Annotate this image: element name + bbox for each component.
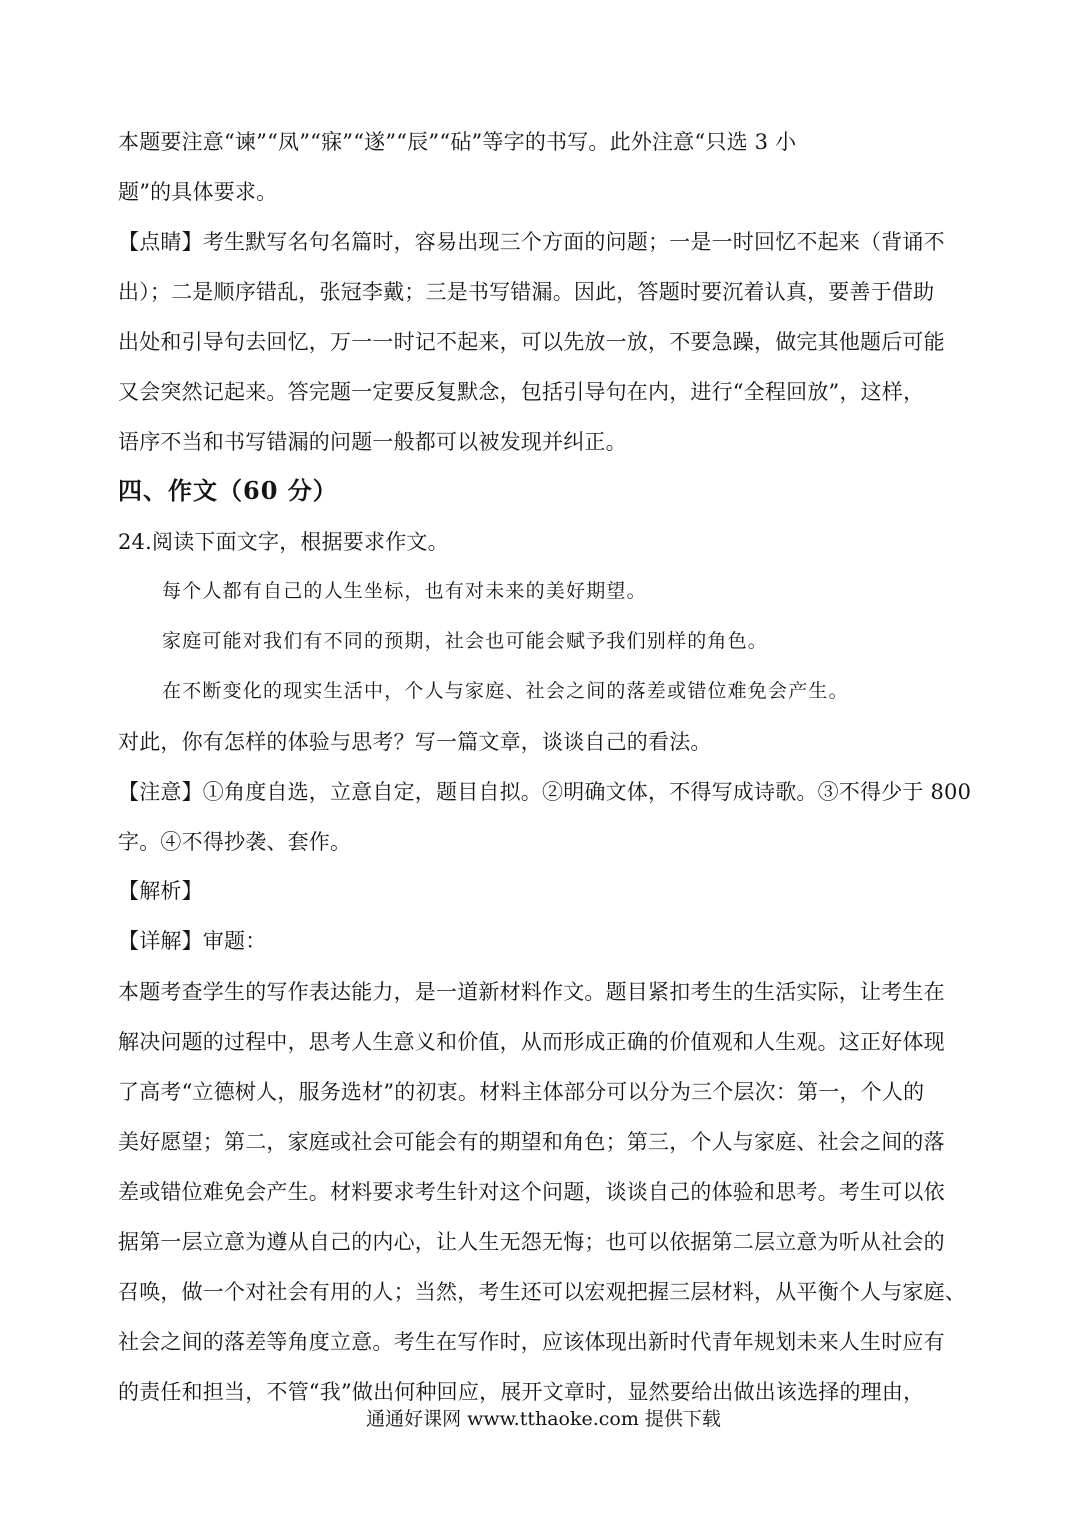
text-line: 的责任和担当，不管“我”做出何种回应，展开文章时，显然要给出做出该选择的理由， — [118, 1380, 925, 1404]
material-line: 家庭可能对我们有不同的预期，社会也可能会赋予我们别样的角色。 — [162, 630, 769, 652]
text-line: 本题考查学生的写作表达能力，是一道新材料作文。题目紧扣考生的生活实际，让考生在 — [118, 980, 945, 1004]
text-line: 出处和引导句去回忆，万一一时记不起来，可以先放一放，不要急躁，做完其他题后可能 — [118, 330, 945, 354]
text-line: 题”的具体要求。 — [118, 180, 278, 204]
text-line: 美好愿望；第二，家庭或社会可能会有的期望和角色；第三，个人与家庭、社会之间的落 — [118, 1130, 945, 1154]
text-line: 字。④不得抄袭、套作。 — [118, 830, 352, 854]
tip-paragraph-line: 【点睛】考生默写名句名篇时，容易出现三个方面的问题；一是一时回忆不起来（背诵不 — [118, 230, 945, 254]
text-line: 据第一层立意为遵从自己的内心，让人生无怨无悔；也可以依据第二层立意为听从社会的 — [118, 1230, 945, 1254]
text-line: 解决问题的过程中，思考人生意义和价值，从而形成正确的价值观和人生观。这正好体现 — [118, 1030, 945, 1054]
text-line: 了高考“立德树人，服务选材”的初衷。材料主体部分可以分为三个层次：第一，个人的 — [118, 1080, 925, 1104]
text-line: 本题要注意“谏”“凤”“寐”“遂”“辰”“砧”等字的书写。此外注意“只选 3 小 — [118, 130, 797, 154]
section-heading: 四、作文（60 分） — [118, 476, 338, 505]
notice-line: 【注意】①角度自选，立意自定，题目自拟。②明确文体，不得写成诗歌。③不得少于 800 — [118, 780, 972, 804]
text-line: 差或错位难免会产生。材料要求考生针对这个问题，谈谈自己的体验和思考。考生可以依 — [118, 1180, 945, 1204]
material-line: 每个人都有自己的人生坐标，也有对未来的美好期望。 — [162, 580, 647, 602]
text-line: 召唤，做一个对社会有用的人；当然，考生还可以宏观把握三层材料，从平衡个人与家庭、 — [118, 1280, 966, 1304]
detail-label: 【详解】审题： — [118, 929, 267, 953]
question-prompt: 24.阅读下面文字，根据要求作文。 — [118, 530, 449, 554]
analysis-label: 【解析】 — [118, 879, 203, 903]
material-line: 在不断变化的现实生活中，个人与家庭、社会之间的落差或错位难免会产生。 — [162, 680, 849, 702]
text-line: 语序不当和书写错漏的问题一般都可以被发现并纠正。 — [118, 430, 627, 454]
page-footer: 通通好课网 www.tthaoke.com 提供下载 — [366, 1408, 721, 1430]
text-line: 出）；二是顺序错乱，张冠李戴；三是书写错漏。因此，答题时要沉着认真，要善于借助 — [118, 280, 935, 304]
text-line: 对此，你有怎样的体验与思考？写一篇文章，谈谈自己的看法。 — [118, 730, 712, 754]
text-line: 又会突然记起来。答完题一定要反复默念，包括引导句在内，进行“全程回放”，这样， — [118, 380, 925, 404]
text-line: 社会之间的落差等角度立意。考生在写作时，应该体现出新时代青年规划未来人生时应有 — [118, 1330, 945, 1354]
